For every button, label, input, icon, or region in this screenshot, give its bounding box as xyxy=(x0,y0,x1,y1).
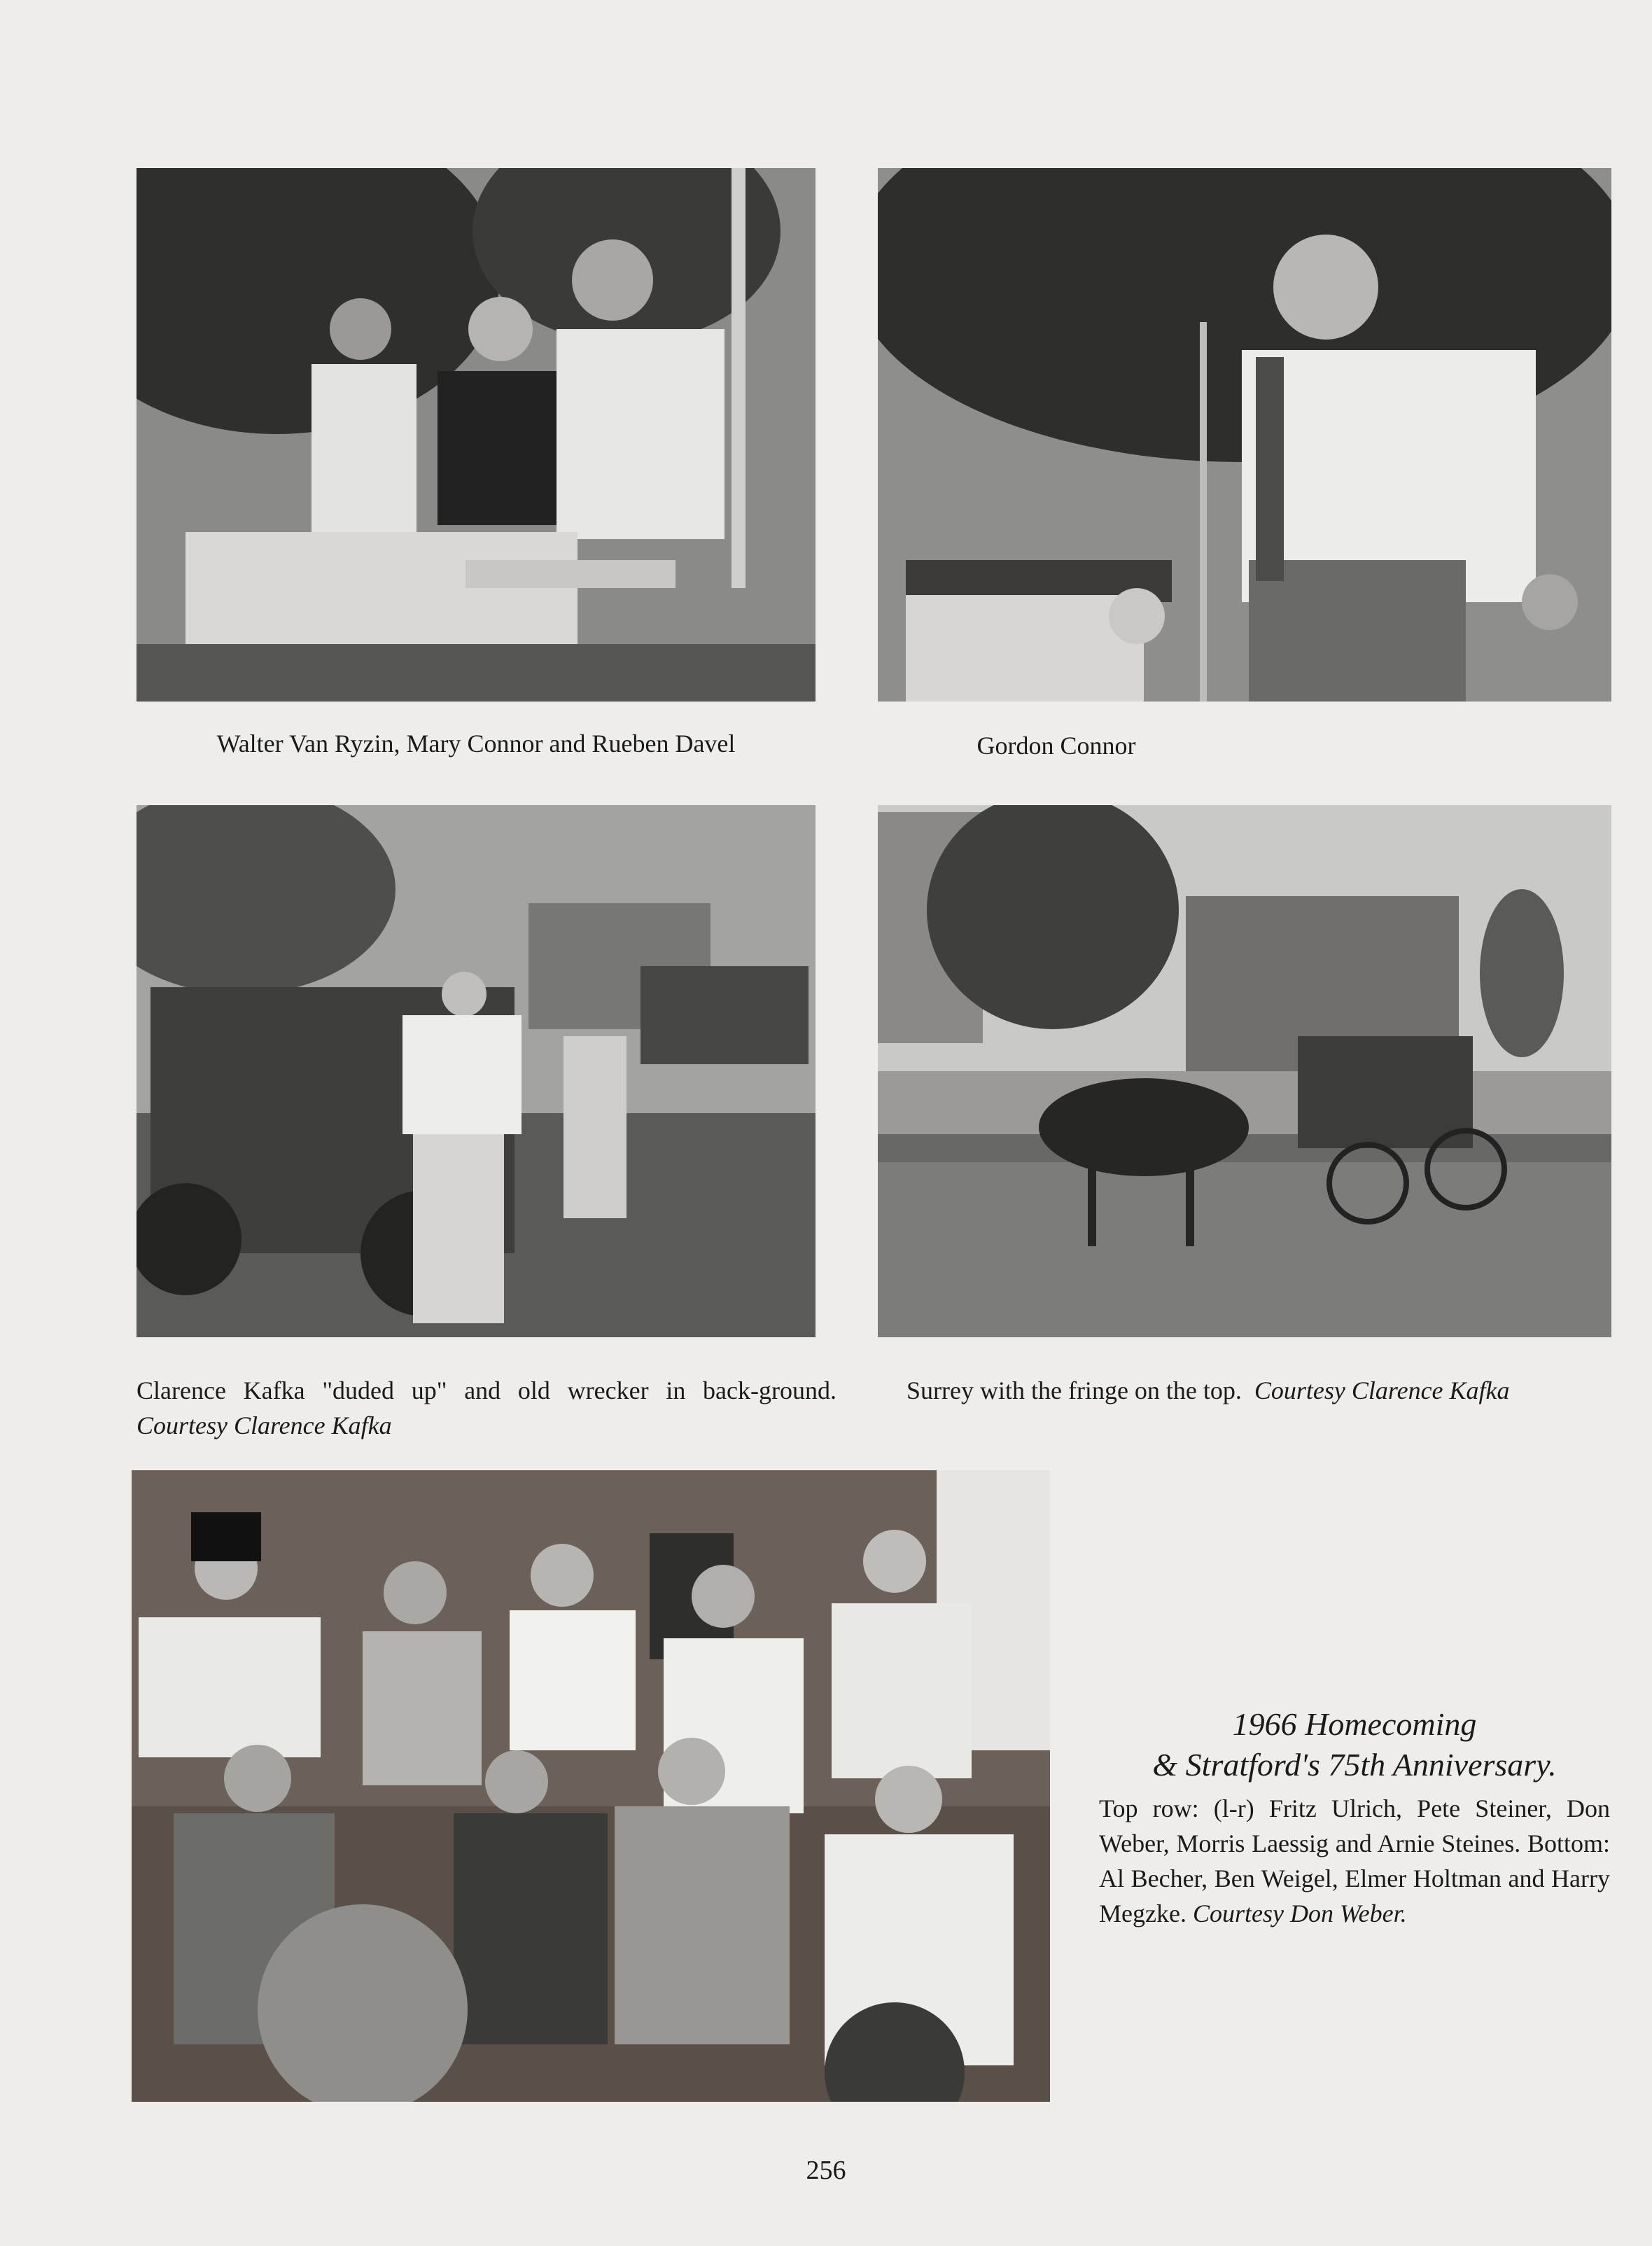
photo4-caption-text: Surrey with the fringe on the top. xyxy=(906,1376,1242,1404)
photo4-caption xyxy=(906,1373,1608,1408)
photo-homecoming-group xyxy=(132,1470,1050,2102)
photo-surrey-parade xyxy=(878,805,1611,1337)
photo3-caption xyxy=(136,1373,836,1443)
photo4-caption-credit: Courtesy Clarence Kafka xyxy=(1254,1376,1510,1404)
photo-gordon-connor xyxy=(878,168,1611,702)
anniversary-title-line1: 1966 Homecoming xyxy=(1232,1706,1477,1742)
anniversary-names: Top row: (l-r) Fritz Ulrich, Pete Steiner, Don Weber, Morris Laessig and Arnie Steines. Bottom: Al Becher, Ben Weigel, Elmer Holtman and Harry Megzke. xyxy=(1099,1794,1610,1927)
photo-speakers-podium xyxy=(136,168,816,702)
anniversary-caption xyxy=(1099,1704,1610,1931)
photo3-caption-credit: Courtesy Clarence Kafka xyxy=(136,1411,392,1439)
photo3-caption-text: Clarence Kafka "duded up" and old wrecker in back-ground. xyxy=(136,1376,836,1404)
page-number: 256 xyxy=(806,2156,846,2185)
anniversary-credit: Courtesy Don Weber. xyxy=(1192,1899,1407,1927)
photo2-caption: Gordon Connor xyxy=(976,732,1136,760)
photo-kafka-wrecker xyxy=(136,805,816,1337)
photo1-caption: Walter Van Ryzin, Mary Connor and Rueben Davel xyxy=(216,730,736,758)
anniversary-body xyxy=(1099,1791,1610,1931)
anniversary-title-line2: & Stratford's 75th Anniversary. xyxy=(1152,1747,1557,1783)
